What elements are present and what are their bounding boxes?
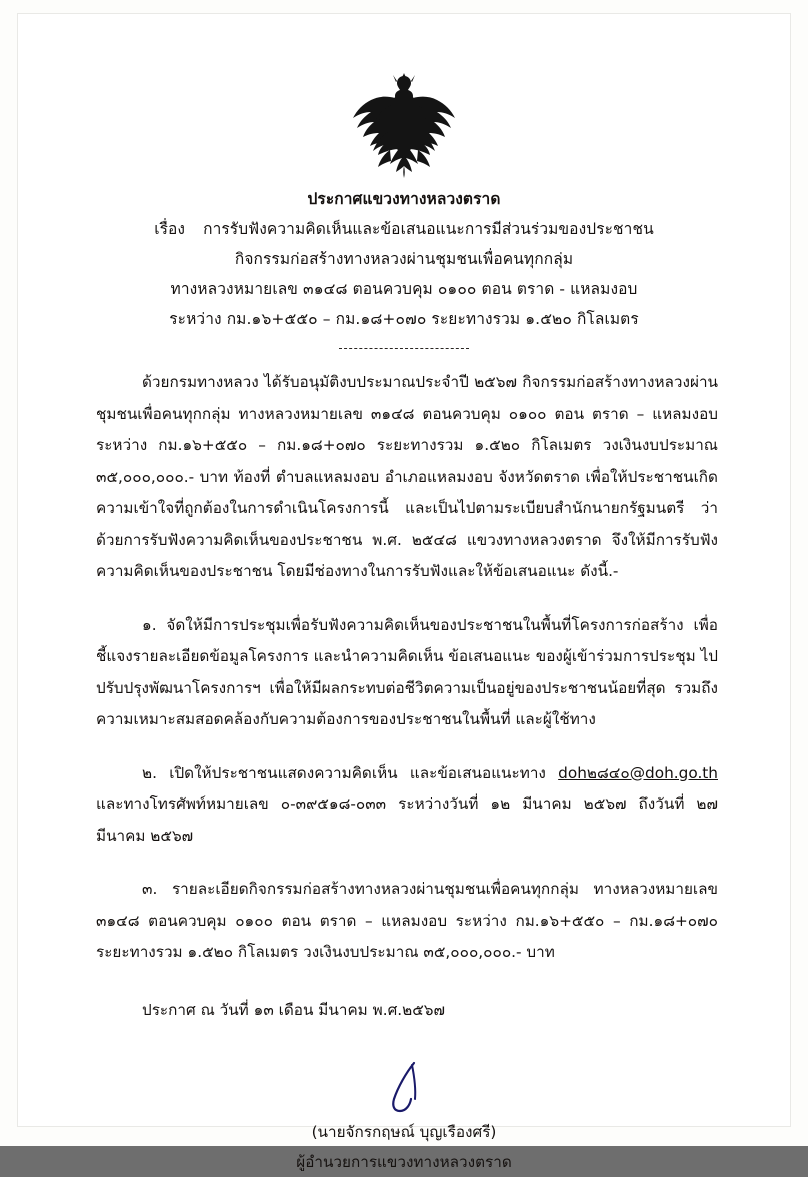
header-line-5: ระหว่าง กม.๑๖+๕๕๐ – กม.๑๘+๐๗๐ ระยะทางรวม ๑.๕๒๐ กิโลเมตร (169, 310, 639, 328)
divider (339, 348, 469, 349)
header-line-4: ทางหลวงหมายเลข ๓๑๔๘ ตอนควบคุม ๐๑๐๐ ตอน ตราด - แหลมงอบ (170, 280, 638, 298)
page-title: ประกาศแขวงทางหลวงตราด (307, 190, 501, 208)
item2-mid: และทางโทรศัพท์หมายเลข ๐-๓๙๕๑๘-๐๓๓ ระหว่างวันที่ ๑๒ มีนาคม ๒๕๖๗ ถึงวันที่ ๒๗ มีนาคม ๒๕๖๗ (96, 795, 718, 845)
paragraph-item-1: ๑. จัดให้มีการประชุมเพื่อรับฟังความคิดเห็นของประชาชนในพื้นที่โครงการก่อสร้าง เพื่อชี้แจงรายละเอียดข้อมูลโครงการ และนำความคิดเห็น ข้อเสนอแนะ ของผู้เข้าร่วมการประชุม ไปปรับปรุงพัฒนาโครงการฯ เพื่อให้มีผลกระทบต่อชีวิตความเป็นอยู่ของประชาชนน้อยที่สุด รวมถึงความเหมาะสมสอดคล้องกับความต้องการของประชาชนในพื้นที่ และผู้ใช้ทาง (96, 615, 718, 728)
contact-email[interactable]: doh๒๘๔๐@doh.go.th (558, 763, 718, 782)
paragraph-item-3: ๓. รายละเอียดกิจกรรมก่อสร้างทางหลวงผ่านชุมชนเพื่อคนทุกกลุ่ม ทางหลวงหมายเลข ๓๑๔๘ ตอนควบคุม ๐๑๐๐ ตอน ตราด – แหลมงอบ ระหว่าง กม.๑๖+๕๕๐ – กม.๑๘+๐๗๐ ระยะทางรวม ๑.๕๒๐ กิโลเมตร วงเงินงบประมาณ ๓๕,๐๐๐,๐๐๐.- บาท (96, 880, 718, 961)
subject-label: เรื่อง (154, 220, 186, 238)
signer-name: (นายจักรกฤษณ์ บุญเรืองศรี) (311, 1122, 497, 1141)
document-header (18, 184, 790, 334)
announcement-date: ประกาศ ณ วันที่ ๑๓ เดือน มีนาคม พ.ศ.๒๕๖๗ (142, 1000, 446, 1019)
signature-block (18, 1059, 790, 1177)
paragraph-item-2 (96, 758, 718, 853)
subject-text: การรับฟังความคิดเห็นและข้อเสนอแนะการมีส่วนร่วมของประชาชน (203, 220, 654, 238)
header-line-3: กิจกรรมก่อสร้างทางหลวงผ่านชุมชนเพื่อคนทุกกลุ่ม (234, 250, 574, 268)
subject-line (18, 214, 790, 244)
paper-sheet (18, 14, 790, 1171)
paragraph-intro: ด้วยกรมทางหลวง ได้รับอนุมัติงบประมาณประจำปี ๒๕๖๗ กิจกรรมก่อสร้างทางหลวงผ่านชุมชนเพื่อคนทุกกลุ่ม ทางหลวงหมายเลข ๓๑๔๘ ตอนควบคุม ๐๑๐๐ ตอน ตราด – แหลมงอบ ระหว่าง กม.๑๖+๕๕๐ – กม.๑๘+๐๗๐ ระยะทางรวม ๑.๕๒๐ กิโลเมตร วงเงินงบประมาณ ๓๕,๐๐๐,๐๐๐.- บาท ท้องที่ ตำบลแหลมงอบ อำเภอแหลมงอบ จังหวัดตราด เพื่อให้ประชาชนเกิดความเข้าใจที่ถูกต้องในการดำเนินโครงการนี้ และเป็นไปตามระเบียบสำนักนายกรัฐมนตรี ว่าด้วยการรับฟังความคิดเห็นของประชาชน พ.ศ. ๒๕๔๘ แขวงทางหลวงตราด จึงให้มีการรับฟังความคิดเห็นของประชาชน โดยมีช่องทางในการรับฟังและให้ข้อเสนอแนะ ดังนี้.- (96, 373, 718, 580)
document-body (96, 367, 718, 969)
item2-lead: ๒. เปิดให้ประชาชนแสดงความคิดเห็น และข้อเสนอแนะทาง (142, 763, 559, 782)
signer-position: ผู้อำนวยการแขวงทางหลวงตราด (296, 1152, 512, 1171)
handwritten-signature (18, 1059, 790, 1117)
garuda-emblem (18, 72, 790, 176)
